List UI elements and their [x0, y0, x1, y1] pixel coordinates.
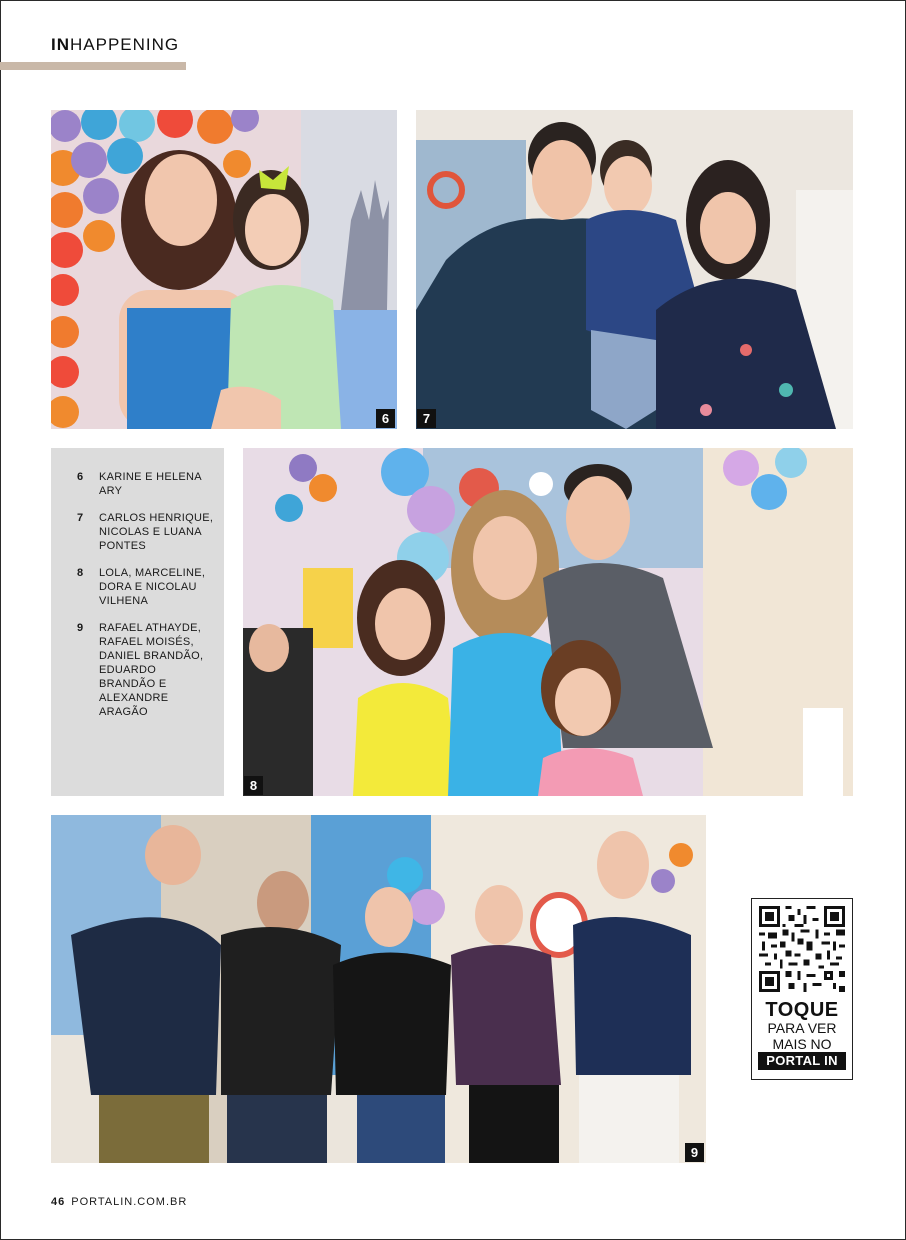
page-footer [51, 1196, 187, 1208]
qr-cta-portal-badge[interactable]: PORTAL IN [758, 1052, 846, 1070]
footer-site-link[interactable]: PORTALIN.COM.BR [71, 1196, 188, 1208]
caption-text: LOLA, MARCELINE, DORA E NICOLAU VILHENA [99, 567, 206, 607]
caption-item [77, 566, 214, 608]
photo-6[interactable] [51, 110, 397, 429]
caption-number: 8 [77, 567, 84, 579]
caption-item [77, 511, 214, 553]
caption-text: KARINE E HELENA ARY [99, 471, 202, 497]
caption-number: 9 [77, 622, 84, 634]
header-rule [0, 62, 186, 70]
photo-8[interactable] [243, 448, 853, 796]
photo-number: 6 [376, 409, 395, 428]
qr-cta-title: TOQUE [765, 999, 839, 1021]
qr-code-icon[interactable] [759, 906, 845, 992]
caption-item [77, 470, 214, 498]
photo-number: 9 [685, 1143, 704, 1162]
photo-6-image [51, 110, 397, 429]
photo-8-image [243, 448, 853, 796]
caption-item [77, 621, 214, 719]
caption-number: 6 [77, 471, 84, 483]
qr-card[interactable] [751, 898, 853, 1080]
photo-9-image [51, 815, 706, 1163]
qr-cta-subtitle: PARA VER MAIS NO [767, 1020, 837, 1052]
section-title [51, 35, 179, 55]
photo-7-image [416, 110, 853, 429]
section-title-bold: IN [51, 35, 70, 54]
caption-box [51, 448, 224, 796]
page-number: 46 [51, 1196, 66, 1208]
section-title-light: HAPPENING [70, 35, 180, 54]
caption-number: 7 [77, 512, 84, 524]
photo-number: 8 [244, 776, 263, 795]
photo-9[interactable] [51, 815, 706, 1163]
caption-text: RAFAEL ATHAYDE, RAFAEL MOISÉS, DANIEL BRANDÃO, EDUARDO BRANDÃO E ALEXANDRE ARAGÃO [99, 622, 204, 718]
photo-7[interactable] [416, 110, 853, 429]
photo-number: 7 [417, 409, 436, 428]
caption-text: CARLOS HENRIQUE, NICOLAS E LUANA PONTES [99, 512, 214, 552]
